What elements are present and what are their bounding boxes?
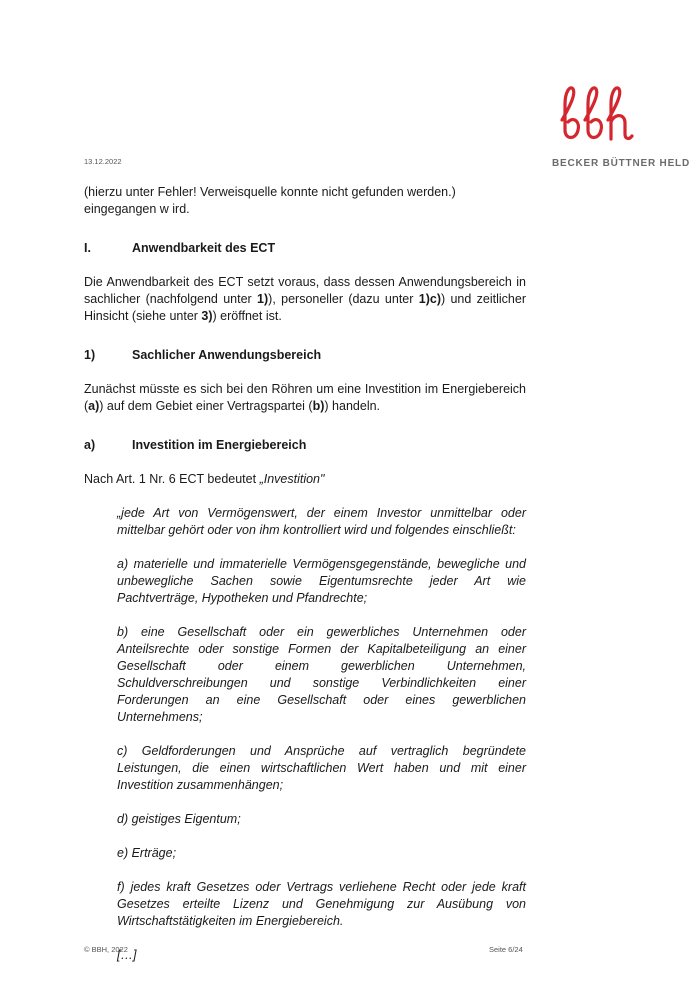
section-number: I.	[84, 241, 91, 255]
reference-link[interactable]: 1)	[257, 292, 269, 306]
document-date: 13.12.2022	[84, 157, 122, 166]
bbh-logo-mark	[556, 84, 636, 146]
section-title: Investition im Energiebereich	[132, 438, 307, 452]
section-1-paragraph: Zunächst müsste es sich bei den Röhren um eine Investition im Energiebereich (a)) auf dem Gebiet einer Vertragspartei (b)) handeln.	[84, 382, 526, 413]
section-heading-I	[84, 240, 526, 257]
footer-copyright: © BBH, 2022	[84, 945, 128, 954]
section-number: 1)	[84, 348, 96, 362]
quote-item: f) jedes kraft Gesetzes oder Vertrags verliehene Recht oder jede kraft Gesetzes erteilte Lizenz und Genehmigung zur Ausübung von Wirtschaftstätigkeiten im Energiebereich.	[117, 880, 526, 928]
reference-link[interactable]: b)	[312, 399, 325, 413]
reference-link[interactable]: 1)c)	[418, 292, 441, 306]
section-number: a)	[84, 438, 96, 452]
document-body	[84, 184, 526, 964]
section-title: Anwendbarkeit des ECT	[132, 241, 276, 255]
quote-item: e) Erträge;	[117, 846, 177, 860]
reference-link[interactable]: 3)	[201, 309, 213, 323]
section-a-lead-in: Nach Art. 1 Nr. 6 ECT bedeutet „Investition"	[84, 472, 325, 486]
bbh-logo	[552, 84, 690, 174]
quote-intro: „jede Art von Vermögenswert, der einem Investor unmittelbar oder mittelbar gehört oder von ihm kontrolliert wird und folgendes einschließt:	[117, 506, 526, 537]
section-heading-a	[84, 437, 526, 454]
quote-item: d) geistiges Eigentum;	[117, 812, 241, 826]
section-heading-1	[84, 347, 526, 364]
quote-item: c) Geldforderungen und Ansprüche auf vertraglich begründete Leistungen, die einen wirtschaftlichen Wert haben und mit einer Investition zusammenhängen;	[117, 744, 526, 792]
quote-item: a) materielle und immaterielle Vermögensgegenstände, bewegliche und unbewegliche Sachen sowie Eigentumsrechte jeder Art wie Pachtverträge, Hypotheken und Pfandrechte;	[117, 557, 526, 605]
section-title: Sachlicher Anwendungsbereich	[132, 348, 322, 362]
company-name: BECKER BÜTTNER HELD	[552, 158, 690, 169]
defined-term: „Investition"	[259, 472, 325, 486]
reference-link[interactable]: a)	[88, 399, 100, 413]
quote-ellipsis: […]	[117, 948, 137, 962]
intro-continuation: (hierzu unter Fehler! Verweisquelle konnte nicht gefunden werden.) eingegangen w ird.	[84, 185, 456, 216]
block-quote	[117, 505, 526, 964]
footer-page-number: Seite 6/24	[489, 945, 523, 954]
section-I-paragraph: Die Anwendbarkeit des ECT setzt voraus, dass dessen Anwendungsbereich in sachlicher (nachfolgend unter 1)), personeller (dazu unter 1)c)) und zeitlicher Hinsicht (siehe unter 3)) eröffnet ist.	[84, 275, 526, 323]
quote-item: b) eine Gesellschaft oder ein gewerbliches Unternehmen oder Anteilsrechte oder sonstige Formen der Kapitalbeteiligung an einer Gesellschaft oder einem gewerblichen Unternehmen, Schuldverschreibungen und sonstige Verbindlichkeiten einer Forderungen an eine Gesellschaft oder eines gewerblichen Unternehmens;	[117, 625, 526, 724]
